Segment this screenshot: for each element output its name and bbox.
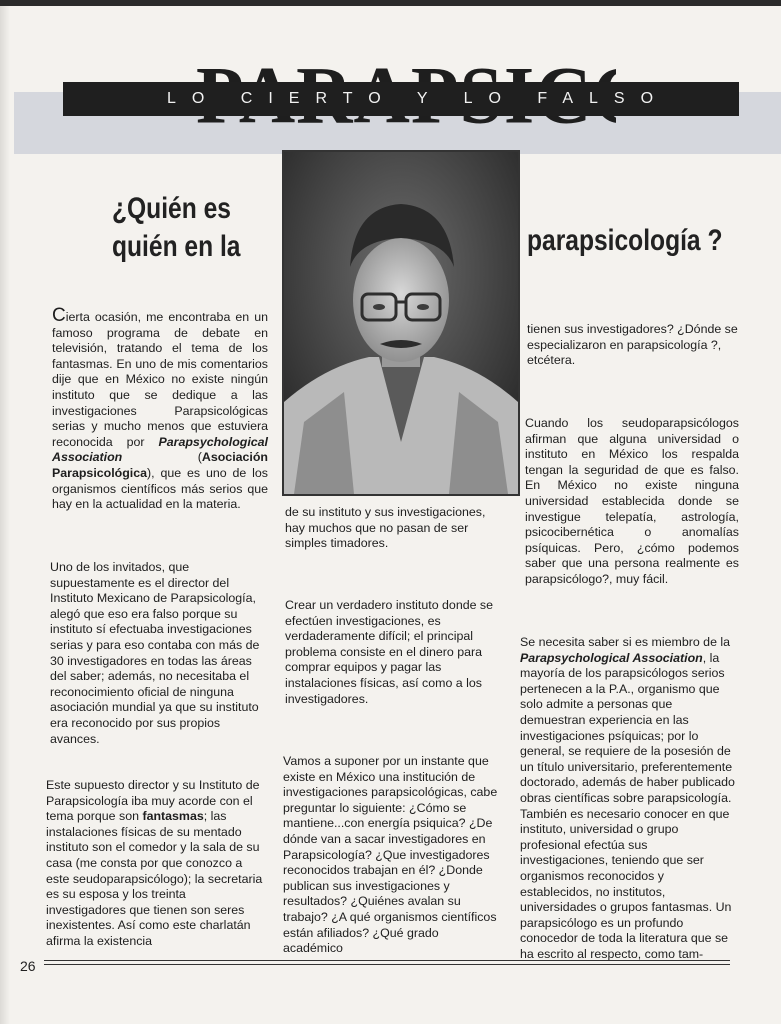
col2-paragraph-3: Vamos a suponer por un instante que existe en México una institución de investigaciones parapsicológicas, cabe preguntar lo siguiente: ¿Cómo se mantiene...con energía psiquica? ¿De dónde van a sacar investigadores en Parapsicología? ¿Que investigadores reconocidos trabajan en él? ¿Donde publican sus investigaciones y resultados? ¿Quiénes avalan su trabajo? ¿A qué organismos científicos están afiliados? ¿Qué grado académico bbox=[283, 754, 498, 956]
col2-paragraph-2: Crear un verdadero instituto donde se efectúen investigaciones, es verdaderamente difícil; el principal problema consiste en el dinero para comprar equipos y pagar las instalaciones físicas, así como a los investigadores. bbox=[285, 598, 494, 706]
col1-paragraph-3: Este supuesto director y su Instituto de Parapsicología iba muy acorde con el tema porque son fantasmas; las instalaciones físicas de su mentado instituto son el comedor y la sala de su casa (me consta por que conozco a este seudoparapsicólogo); la secretaria es su esposa y los treinta investigadores que tienen son seres inexistentes. Así como este charlatán afirma la existencia bbox=[46, 778, 263, 948]
article-column-1 bbox=[52, 305, 268, 513]
portrait-photo bbox=[282, 150, 520, 496]
masthead-subtitle-bar bbox=[63, 82, 739, 116]
headline-part2: parapsicología ? bbox=[527, 224, 723, 257]
col1-paragraph-1: Cierta ocasión, me encontraba en un famoso programa de debate en televisión, tratando el tema de los fantasmas. En uno de mis comentarios dije que en México no existe ningún instituto que se dedique a las investigaciones Parapsicológicas serias y mucho menos que estuviera reconocida por Parapsychological Association (Asociación Parapsicológica), que es uno de los organismos científicos más serios que hay en la actualidad en la materia. bbox=[52, 305, 268, 512]
col3-paragraph-2: Cuando los seudoparapsicólogos afirman que alguna universidad o instituto en México los respalda tengan la seguridad de que es falso. En México no existe ninguna universidad establecida donde se investigue telepatía, astrología, psicocibernética o anomalías psíquicas. Pero, ¿cómo podemos saber que una persona realmente es parapsicólogo?, muy fácil. bbox=[525, 416, 739, 586]
article-column-3b bbox=[525, 416, 739, 588]
col2-paragraph-1: de su instituto y sus investigaciones, hay muchos que no pasan de ser simples timadores. bbox=[285, 505, 486, 551]
col1-paragraph-2: Uno de los invitados, que supuestamente es el director del Instituto Mexicano de Parapsicología, alegó que eso era falso porque su instituto sí efectuaba investigaciones serias y para eso contaba con más de 30 investigadores en todas las áreas del saber; además, no necesitaba el reconocimiento oficial de ninguna asociación mundial ya que su instituto era reconocido por sus propios avances. bbox=[50, 560, 260, 746]
masthead-subtitle: LO CIERTO Y LO FALSO bbox=[167, 90, 670, 107]
article-column-3c bbox=[520, 635, 736, 962]
top-edge bbox=[0, 0, 781, 6]
article-column-1c bbox=[46, 778, 264, 950]
portrait-photo-svg bbox=[284, 152, 518, 494]
headline-part1: ¿Quién es quién en la bbox=[112, 192, 241, 263]
page-left-edge bbox=[0, 6, 10, 1024]
page-number: 26 bbox=[20, 958, 36, 974]
col3-paragraph-3: Se necesita saber si es miembro de la Parapsychological Association, la mayoría de los parapsicólogos serios pertenecen a la P.A., organismo que solo admite a personas que demuestran experiencia en las investigaciones psíquicas; por lo general, se requiere de la posesión de un título universitario, preferentemente doctorado, además de haber publicado obras científicas sobre parapsicología. También es necesario conocer en que instituto, universidad o grupo profesional efectúa sus investigaciones, teniendo que ser organismos reconocidos y establecidos, no institutos, universidades o grupos fantasmas. Un parapsicólogo es un profundo conocedor de toda la literatura que se ha escrito al respecto, como tam- bbox=[520, 635, 735, 961]
article-column-2a bbox=[285, 505, 500, 552]
article-column-1b bbox=[50, 560, 266, 747]
article-column-2b bbox=[285, 598, 500, 707]
article-column-2c bbox=[283, 754, 498, 957]
col3-paragraph-1: tienen sus investigadores? ¿Dónde se especializaron en parapsicología ?, etcétera. bbox=[527, 322, 738, 368]
footer-rule bbox=[44, 960, 730, 965]
article-column-3a bbox=[527, 322, 739, 369]
